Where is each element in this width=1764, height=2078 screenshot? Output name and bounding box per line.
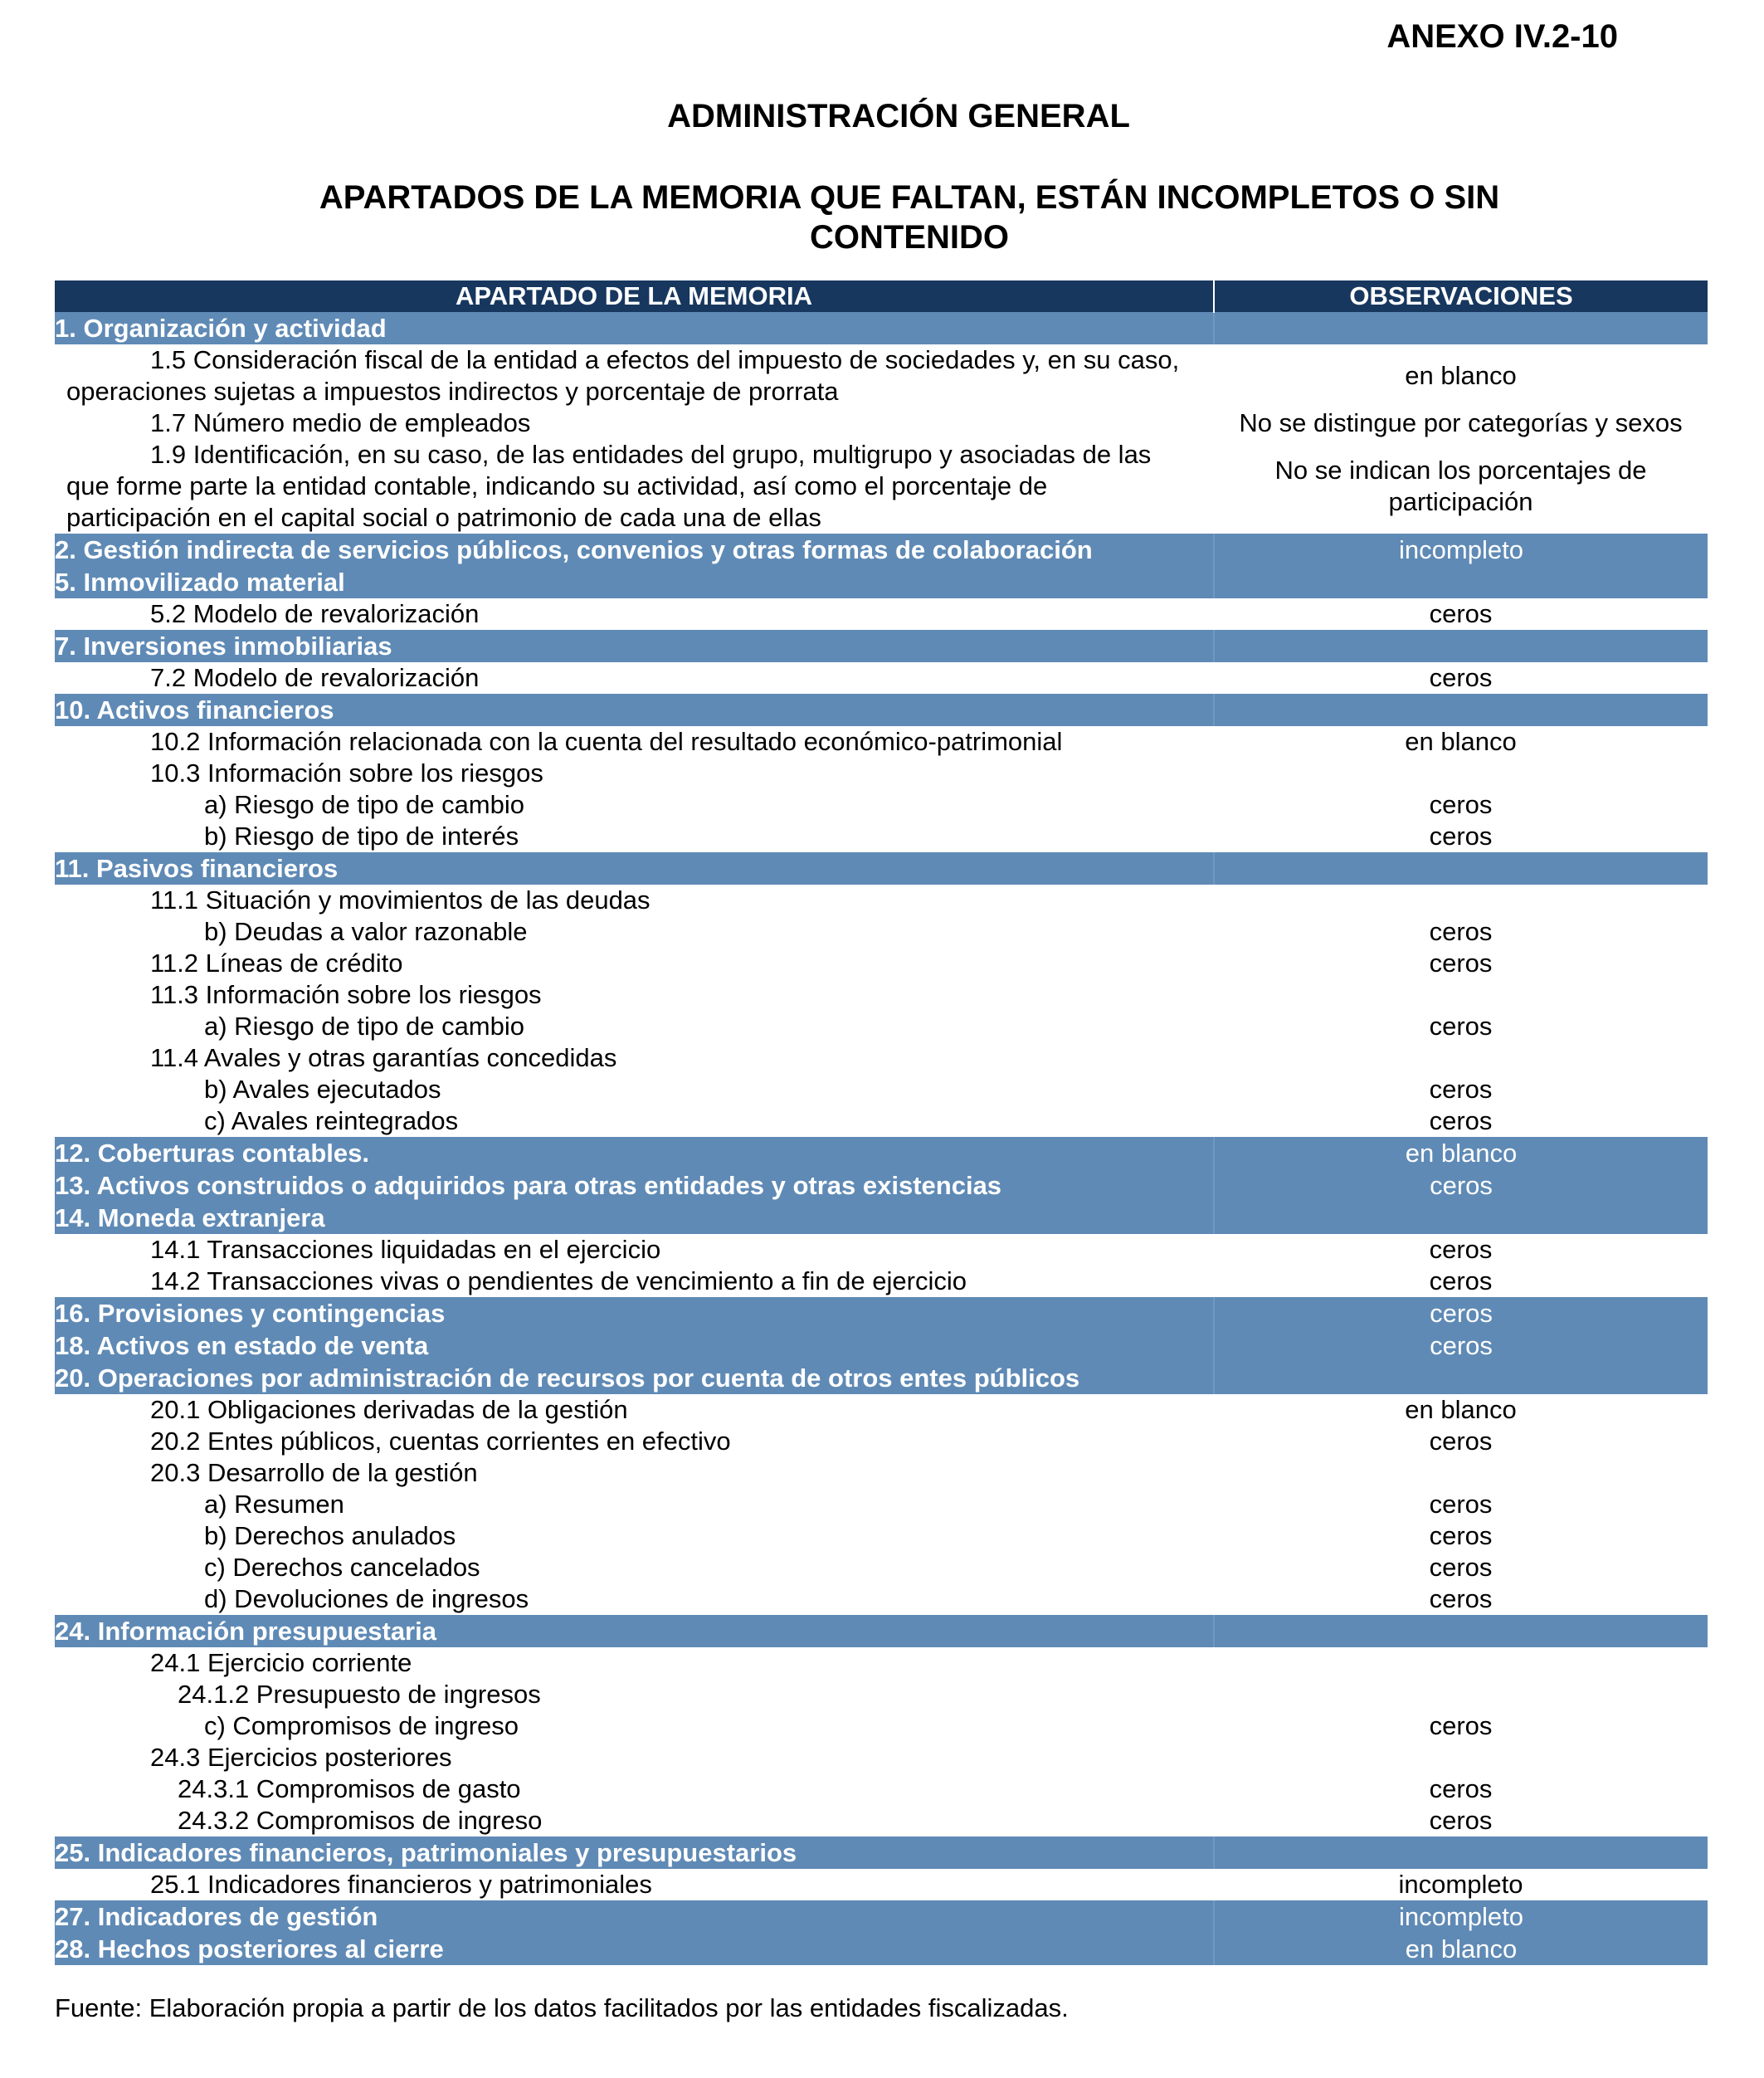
row-observation: No se indican los porcentajes de participación bbox=[1274, 456, 1647, 516]
row-observation: incompleto bbox=[1214, 534, 1708, 567]
table-row bbox=[55, 1679, 1708, 1710]
row-label: 25.1 Indicadores financieros y patrimoniales bbox=[150, 1870, 652, 1899]
row-label: c) Derechos cancelados bbox=[204, 1553, 480, 1582]
section-row bbox=[55, 1298, 1708, 1330]
section-title: 16. Provisiones y contingencias bbox=[55, 1298, 1214, 1330]
table-row bbox=[55, 1742, 1708, 1773]
section-title: 24. Información presupuestaria bbox=[55, 1616, 1214, 1648]
table-row bbox=[55, 789, 1708, 821]
section-row bbox=[55, 695, 1708, 727]
section-row bbox=[55, 1330, 1708, 1363]
row-observation bbox=[1214, 567, 1708, 599]
row-observation: ceros bbox=[1429, 1075, 1493, 1104]
table-header-row bbox=[55, 280, 1708, 313]
row-observation: ceros bbox=[1429, 663, 1493, 692]
row-observation: ceros bbox=[1429, 1106, 1493, 1135]
row-label: 11.3 Información sobre los riesgos bbox=[150, 980, 542, 1009]
row-label: 11.4 Avales y otras garantías concedidas bbox=[150, 1043, 617, 1072]
table-row bbox=[55, 1074, 1708, 1105]
row-observation: ceros bbox=[1429, 1427, 1493, 1456]
row-observation: ceros bbox=[1429, 1806, 1493, 1835]
row-label: 20.1 Obligaciones derivadas de la gestión bbox=[150, 1395, 628, 1424]
row-label: b) Avales ejecutados bbox=[204, 1075, 441, 1104]
section-row bbox=[55, 567, 1708, 599]
row-observation: ceros bbox=[1429, 790, 1493, 819]
row-observation: ceros bbox=[1214, 1298, 1708, 1330]
row-observation: incompleto bbox=[1214, 1901, 1708, 1934]
row-label: a) Riesgo de tipo de cambio bbox=[204, 790, 525, 819]
row-label: 10.3 Información sobre los riesgos bbox=[150, 759, 543, 788]
row-observation: ceros bbox=[1429, 599, 1493, 628]
table-row bbox=[55, 439, 1708, 534]
section-title: 14. Moneda extranjera bbox=[55, 1202, 1214, 1235]
page-subtitle: APARTADOS DE LA MEMORIA QUE FALTAN, ESTÁN INCOMPLETOS O SIN CONTENIDO bbox=[319, 179, 1500, 256]
table-row bbox=[55, 1710, 1708, 1742]
section-title: 12. Coberturas contables. bbox=[55, 1138, 1214, 1170]
row-observation bbox=[1214, 1742, 1708, 1773]
row-observation bbox=[1214, 1837, 1708, 1870]
table-row bbox=[55, 344, 1708, 407]
table-row bbox=[55, 1805, 1708, 1837]
section-title: 20. Operaciones por administración de recursos por cuenta de otros entes públicos bbox=[55, 1363, 1214, 1395]
row-observation bbox=[1214, 1616, 1708, 1648]
row-label: a) Resumen bbox=[204, 1490, 344, 1519]
table-row bbox=[55, 1552, 1708, 1583]
section-title: 28. Hechos posteriores al cierre bbox=[55, 1934, 1214, 1966]
row-observation: ceros bbox=[1429, 1235, 1493, 1264]
row-observation: en blanco bbox=[1405, 727, 1517, 756]
row-observation: incompleto bbox=[1398, 1870, 1523, 1899]
section-row bbox=[55, 1202, 1708, 1235]
section-row bbox=[55, 1934, 1708, 1966]
memoria-table bbox=[55, 280, 1708, 1965]
table-row bbox=[55, 979, 1708, 1011]
table-row bbox=[55, 726, 1708, 758]
table-row bbox=[55, 1105, 1708, 1138]
section-title: 7. Inversiones inmobiliarias bbox=[55, 631, 1214, 663]
row-observation bbox=[1214, 313, 1708, 345]
row-observation bbox=[1214, 1647, 1708, 1679]
table-row bbox=[55, 1773, 1708, 1805]
row-observation: en blanco bbox=[1214, 1934, 1708, 1966]
source-footnote: Fuente: Elaboración propia a partir de los datos facilitados por las entidades fiscalizadas. bbox=[55, 1993, 1069, 2022]
row-observation bbox=[1214, 695, 1708, 727]
row-label: 14.2 Transacciones vivas o pendientes de vencimiento a fin de ejercicio bbox=[150, 1266, 967, 1295]
row-observation: ceros bbox=[1429, 1266, 1493, 1295]
row-observation bbox=[1214, 1202, 1708, 1235]
table-row bbox=[55, 1234, 1708, 1266]
row-label: 14.1 Transacciones liquidadas en el ejercicio bbox=[150, 1235, 661, 1264]
row-observation: en blanco bbox=[1405, 1395, 1517, 1424]
section-row bbox=[55, 1616, 1708, 1648]
table-row bbox=[55, 1011, 1708, 1042]
table-row bbox=[55, 821, 1708, 853]
row-label: 1.5 Consideración fiscal de la entidad a efectos del impuesto de sociedades y, en su caso, operaciones sujetas a impuestos indirectos y porcentaje de prorrata bbox=[66, 345, 1180, 406]
section-title: 27. Indicadores de gestión bbox=[55, 1901, 1214, 1934]
row-observation bbox=[1214, 1042, 1708, 1074]
row-observation: ceros bbox=[1429, 917, 1493, 946]
column-header-observaciones: OBSERVACIONES bbox=[1214, 280, 1708, 313]
section-row bbox=[55, 1170, 1708, 1202]
section-row bbox=[55, 1138, 1708, 1170]
table-row bbox=[55, 662, 1708, 695]
row-observation: ceros bbox=[1429, 1012, 1493, 1041]
row-label: c) Avales reintegrados bbox=[204, 1106, 459, 1135]
table-row bbox=[55, 758, 1708, 789]
row-observation: en blanco bbox=[1214, 1138, 1708, 1170]
row-observation: ceros bbox=[1429, 1490, 1493, 1519]
row-observation bbox=[1214, 631, 1708, 663]
row-label: 24.1.2 Presupuesto de ingresos bbox=[178, 1680, 541, 1709]
table-row bbox=[55, 885, 1708, 916]
row-observation bbox=[1214, 885, 1708, 916]
row-observation bbox=[1214, 1363, 1708, 1395]
row-observation: ceros bbox=[1429, 1584, 1493, 1613]
row-label: b) Derechos anulados bbox=[204, 1521, 456, 1550]
row-label: b) Deudas a valor razonable bbox=[204, 917, 528, 946]
section-row bbox=[55, 534, 1708, 567]
table-row bbox=[55, 948, 1708, 979]
row-label: 20.2 Entes públicos, cuentas corrientes en efectivo bbox=[150, 1427, 731, 1456]
row-label: 11.1 Situación y movimientos de las deudas bbox=[150, 885, 651, 915]
row-observation bbox=[1214, 853, 1708, 885]
table-row bbox=[55, 1520, 1708, 1552]
section-row bbox=[55, 1363, 1708, 1395]
row-label: 10.2 Información relacionada con la cuenta del resultado económico-patrimonial bbox=[150, 727, 1063, 756]
row-label: 24.3.1 Compromisos de gasto bbox=[178, 1774, 521, 1803]
row-label: 24.3.2 Compromisos de ingreso bbox=[178, 1806, 543, 1835]
table-row bbox=[55, 1426, 1708, 1457]
row-observation: ceros bbox=[1429, 1553, 1493, 1582]
row-observation: ceros bbox=[1429, 1711, 1493, 1740]
section-title: 1. Organización y actividad bbox=[55, 313, 1214, 345]
table-row bbox=[55, 1266, 1708, 1298]
section-title: 18. Activos en estado de venta bbox=[55, 1330, 1214, 1363]
section-row bbox=[55, 313, 1708, 345]
table-row bbox=[55, 1394, 1708, 1426]
row-observation: ceros bbox=[1429, 1521, 1493, 1550]
row-observation bbox=[1214, 758, 1708, 789]
row-observation: No se distingue por categorías y sexos bbox=[1239, 408, 1683, 437]
annex-label: ANEXO IV.2-10 bbox=[1386, 18, 1618, 55]
row-observation: en blanco bbox=[1405, 361, 1517, 390]
table-row bbox=[55, 407, 1708, 439]
row-label: 7.2 Modelo de revalorización bbox=[150, 663, 480, 692]
row-label: c) Compromisos de ingreso bbox=[204, 1711, 519, 1740]
table-row bbox=[55, 1583, 1708, 1616]
row-label: 5.2 Modelo de revalorización bbox=[150, 599, 480, 628]
row-observation: ceros bbox=[1429, 949, 1493, 978]
table-row bbox=[55, 1457, 1708, 1489]
section-title: 13. Activos construidos o adquiridos para otras entidades y otras existencias bbox=[55, 1170, 1214, 1202]
row-observation: ceros bbox=[1214, 1170, 1708, 1202]
row-label: 11.2 Líneas de crédito bbox=[150, 949, 403, 978]
row-label: 1.7 Número medio de empleados bbox=[150, 408, 531, 437]
section-row bbox=[55, 1901, 1708, 1934]
row-observation: ceros bbox=[1214, 1330, 1708, 1363]
table-row bbox=[55, 1869, 1708, 1901]
section-row bbox=[55, 853, 1708, 885]
row-label: 24.1 Ejercicio corriente bbox=[150, 1648, 412, 1677]
section-row bbox=[55, 1837, 1708, 1870]
section-row bbox=[55, 631, 1708, 663]
row-observation bbox=[1214, 1457, 1708, 1489]
table-row bbox=[55, 1647, 1708, 1679]
page-title: ADMINISTRACIÓN GENERAL bbox=[667, 98, 1130, 134]
section-title: 2. Gestión indirecta de servicios públicos, convenios y otras formas de colaboración bbox=[55, 534, 1214, 567]
row-label: d) Devoluciones de ingresos bbox=[204, 1584, 529, 1613]
row-label: a) Riesgo de tipo de cambio bbox=[204, 1012, 525, 1041]
column-header-apartado: APARTADO DE LA MEMORIA bbox=[55, 280, 1214, 313]
row-label: 1.9 Identificación, en su caso, de las entidades del grupo, multigrupo y asociadas de las que forme parte la entidad contable, indicando su actividad, así como el porcentaje de participación en el capital social o patrimonio de cada una de ellas bbox=[66, 440, 1152, 532]
table-body bbox=[55, 313, 1708, 1966]
section-title: 25. Indicadores financieros, patrimoniales y presupuestarios bbox=[55, 1837, 1214, 1870]
row-label: b) Riesgo de tipo de interés bbox=[204, 822, 519, 851]
row-observation bbox=[1214, 979, 1708, 1011]
row-observation bbox=[1214, 1679, 1708, 1710]
row-observation: ceros bbox=[1429, 822, 1493, 851]
section-title: 5. Inmovilizado material bbox=[55, 567, 1214, 599]
row-label: 24.3 Ejercicios posteriores bbox=[150, 1743, 452, 1772]
row-observation: ceros bbox=[1429, 1774, 1493, 1803]
table-row bbox=[55, 1042, 1708, 1074]
table-row bbox=[55, 598, 1708, 631]
table-row bbox=[55, 1489, 1708, 1520]
section-title: 11. Pasivos financieros bbox=[55, 853, 1214, 885]
table-row bbox=[55, 916, 1708, 948]
row-label: 20.3 Desarrollo de la gestión bbox=[150, 1458, 478, 1487]
section-title: 10. Activos financieros bbox=[55, 695, 1214, 727]
